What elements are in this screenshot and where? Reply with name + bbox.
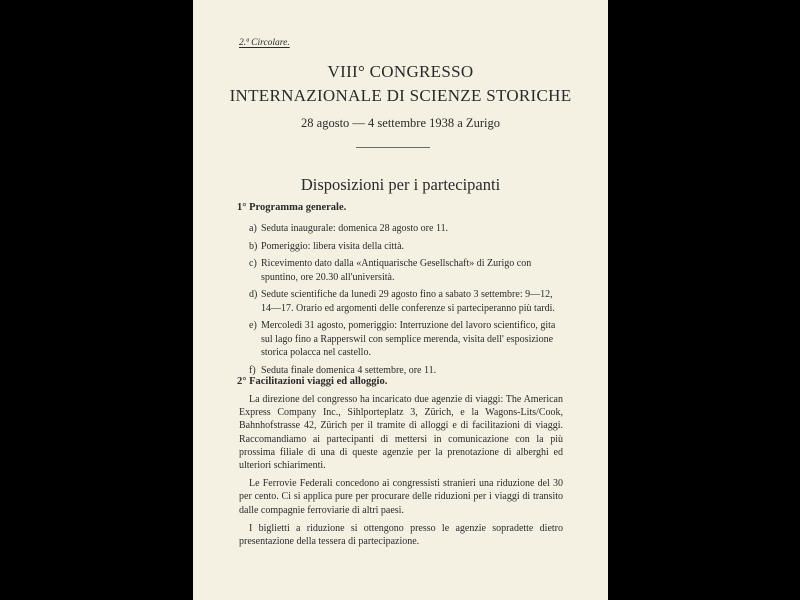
congress-subtitle: INTERNAZIONALE DI SCIENZE STORICHE [229,86,572,105]
item-marker: b) [249,240,258,252]
list-item [249,364,565,378]
list-item [249,319,565,360]
circular-label: 2.ª Circolare. [239,38,290,48]
list-item [249,257,565,284]
item-marker: c) [249,258,257,269]
section-2-body [239,393,563,553]
page-heading: Disposizioni per i partecipanti [300,175,501,194]
list-item [249,240,565,254]
congress-title: VIII° CONGRESSO [327,62,474,81]
list-item [249,288,565,315]
document-page [193,0,608,600]
paragraph: Le Ferrovie Federali concedono ai congressisti stranieri una riduzione del 30 per cento. Ci si applica pure per procurare delle riduzioni per i viaggi di transito dalle compagnie ferroviarie di altri paesi. [239,478,563,516]
list-item [249,222,565,236]
congress-dates: 28 agosto — 4 settembre 1938 a Zurigo [301,116,500,130]
item-text: Seduta finale domenica 4 settembre, ore 11. [261,364,437,376]
item-marker: a) [249,223,257,234]
item-text: Mercoledì 31 agosto, pomeriggio: Interruzione del lavoro scientifico, gita sul lago fino a Rapperswil con semplice merenda, visita dell' esposizione storica polacca nel castello. [261,320,556,358]
item-text: Pomeriggio: libera visita della città. [261,240,405,252]
section-2-title: 2° Facilitazioni viaggi ed alloggio. [237,376,388,387]
item-marker: d) [249,289,258,300]
item-marker: e) [249,320,257,331]
item-text: Sedute scientifiche da lunedì 29 agosto fino a sabato 3 settembre: 9—12, 14—17. Orario ed argomenti delle conferenze si parteciperanno più tardi. [261,289,555,314]
paragraph: I biglietti a riduzione si ottengono presso le agenzie sopradette dietro presentazione della tessera di partecipazione. [239,522,563,548]
program-list [249,222,565,381]
section-1-title: 1° Programma generale. [237,202,347,213]
item-text: Ricevimento dato dalla «Antiquarische Gesellschaft» di Zurigo con spuntino, ore 20.30 all'università. [261,258,532,283]
item-text: Seduta inaugurale: domenica 28 agosto ore 11. [261,223,449,234]
item-marker: f) [249,364,256,376]
divider [356,147,430,148]
paragraph: La direzione del congresso ha incaricato due agenzie di viaggi: The American Express Company Inc., Sihlporteplatz 3, Zürich, e la Wagons-Lits/Cook, Bahnhofstrasse 42, Zürich per il tramite di alloggi e di facilitazioni di viaggi. Raccomandiamo ai partecipanti di mettersi in comunicazione con la più prossima filiale di una di queste agenzie per la prenotazione di alberghi ed ulteriori schiarimenti. [239,394,563,472]
